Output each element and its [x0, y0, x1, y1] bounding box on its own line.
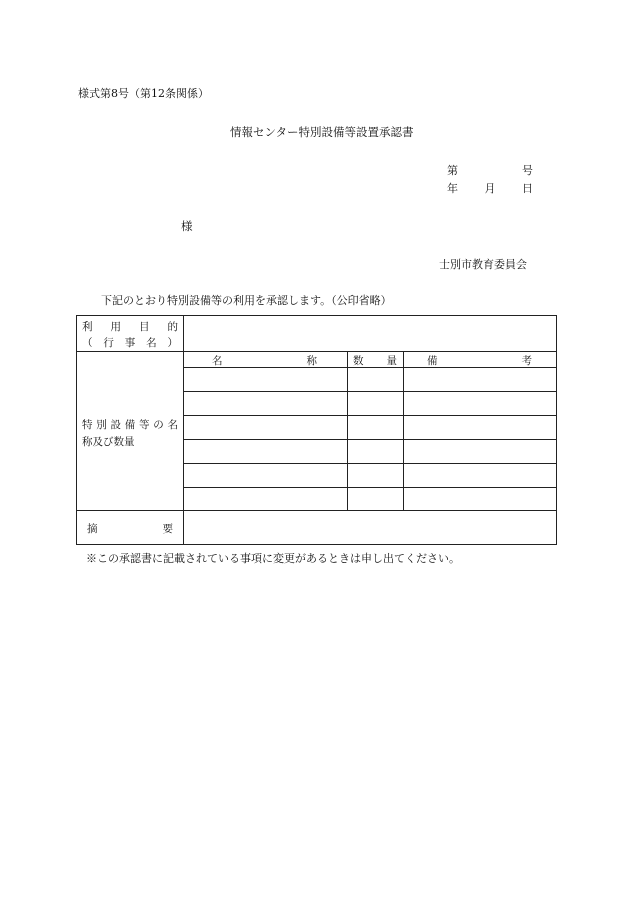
table-line — [183, 487, 556, 488]
table-line — [183, 415, 556, 416]
table-line — [183, 463, 556, 464]
footnote: ※この承認書に記載されている事項に変更があるときは申し出てください。 — [86, 552, 460, 565]
purpose-label-line1: 利 用 目 的 — [82, 321, 178, 333]
col-header-remarks: 備 考 — [427, 355, 532, 367]
doc-number-suffix: 号 — [522, 164, 533, 177]
equipment-label-line1: 特 別 設 備 等 の 名 — [82, 419, 178, 431]
summary-label: 摘 要 — [87, 523, 173, 535]
date-year: 年 — [447, 182, 458, 195]
col-header-name: 名 称 — [212, 355, 317, 367]
approval-table — [76, 315, 557, 545]
doc-number-prefix: 第 — [447, 164, 458, 177]
purpose-label-line2: （ 行 事 名 ） — [82, 337, 178, 349]
col-header-quantity: 数 量 — [353, 355, 397, 367]
table-line — [77, 510, 556, 511]
table-line — [77, 351, 556, 352]
table-line — [347, 351, 348, 510]
equipment-label-line2: 称及び数量 — [82, 436, 135, 448]
form-number: 様式第8号（第12条関係） — [78, 87, 209, 100]
document-title: 情報センター特別設備等設置承認書 — [230, 125, 414, 139]
document-number — [447, 162, 533, 178]
issue-date — [447, 180, 533, 196]
date-day: 日 — [522, 182, 533, 195]
date-month: 月 — [484, 182, 496, 195]
table-line — [403, 351, 404, 510]
table-line — [183, 316, 184, 544]
addressee: 様 — [181, 219, 193, 233]
lead-text: 下記のとおり特別設備等の利用を承認します。（公印省略） — [101, 294, 392, 307]
table-line — [183, 391, 556, 392]
table-line — [183, 439, 556, 440]
issuer: 士別市教育委員会 — [439, 258, 527, 271]
